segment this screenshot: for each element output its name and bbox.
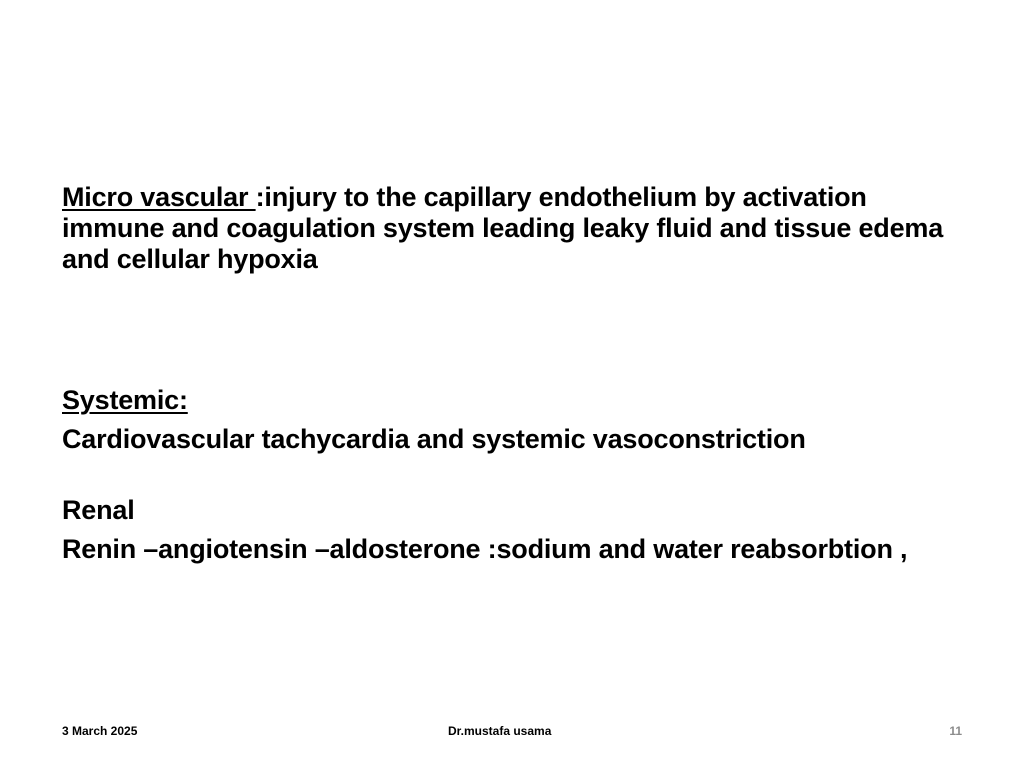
footer-page-number: 11 xyxy=(949,724,962,738)
renal-heading-paragraph xyxy=(62,495,962,526)
microvascular-paragraph xyxy=(62,182,962,275)
renal-text: Renin –angiotensin –aldosterone :sodium and water reabsorbtion , xyxy=(62,534,908,564)
cardiovascular-text: Cardiovascular tachycardia and systemic vasoconstriction xyxy=(62,424,806,454)
renal-heading: Renal xyxy=(62,495,135,525)
footer-date: 3 March 2025 xyxy=(62,724,138,738)
systemic-heading: Systemic: xyxy=(62,385,188,415)
microvascular-heading: Micro vascular xyxy=(62,182,256,212)
systemic-paragraph xyxy=(62,385,962,416)
footer-author: Dr.mustafa usama xyxy=(448,724,552,738)
renal-paragraph xyxy=(62,534,962,565)
microvascular-text: :injury to the capillary endothelium by activation immune and coagulation system leading leaky fluid and tissue edema and cellular hypoxia xyxy=(62,182,944,274)
cardiovascular-paragraph xyxy=(62,424,962,455)
slide-content xyxy=(62,182,962,565)
